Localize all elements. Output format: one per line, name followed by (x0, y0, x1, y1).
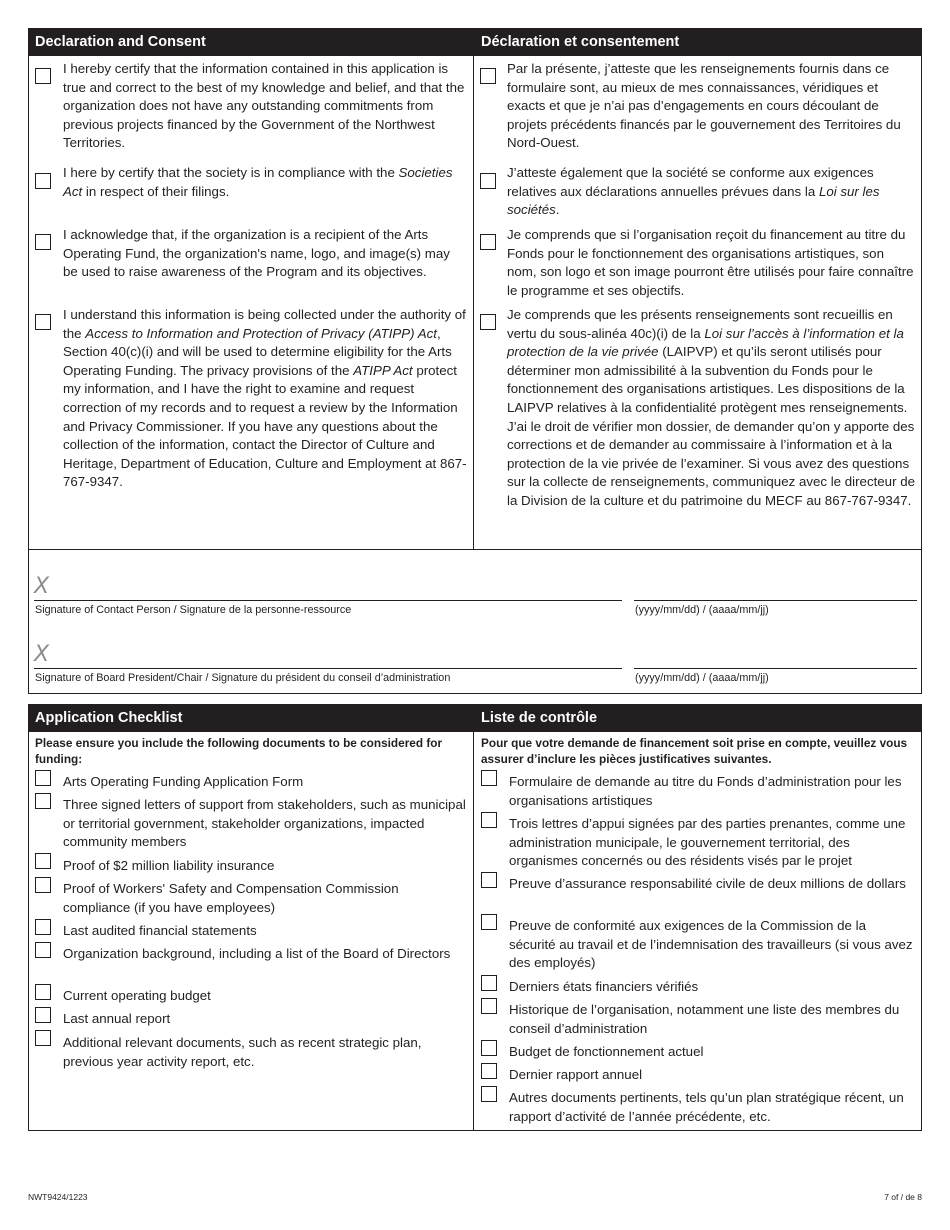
checklist-item-en-7: Current operating budget (63, 988, 211, 1003)
checklist-item-en-4: Proof of Workers' Safety and Compensation Commission compliance (if you have employees) (63, 881, 399, 915)
checklist-checkbox-fr-2[interactable] (481, 812, 497, 828)
declaration-item-en-4: I understand this information is being collected under the authority of the Access to Information and Protection of Privacy (ATIPP) Act, Section 40(c)(i) and will be used to determine eligibility for the Arts Operating Funding. The privacy provisions of the ATIPP Act protect my information, and I have the right to examine and request correction of my records and to request a review by the Information and Privacy Commissioner. If you have any questions about the collection of the information, contact the Director of Culture and Heritage, Department of Education, Culture and Employment at 867-767-9347. (63, 307, 467, 490)
contact-signature-line[interactable] (34, 600, 622, 601)
checklist-checkbox-en-6[interactable] (35, 942, 51, 958)
declaration-item-en-1: I hereby certify that the information contained in this application is true and correct to the best of my knowledge and belief, and that the organization does not have any outstanding commitments from previous projects financed by the Government of the Northwest Territories. (63, 61, 465, 151)
checklist-checkbox-fr-5[interactable] (481, 975, 497, 991)
checklist-title-fr: Liste de contrôle (474, 704, 922, 732)
declaration-checkbox-en-2[interactable] (35, 173, 51, 189)
president-signature-x-mark: X (34, 642, 50, 667)
checklist-item-fr-9: Autres documents pertinents, tels qu’un plan stratégique récent, un rapport d’activité de l’année précédente, etc. (509, 1090, 904, 1124)
checklist-checkbox-en-4[interactable] (35, 877, 51, 893)
contact-date-label: (yyyy/mm/dd) / (aaaa/mm/jj) (635, 604, 769, 616)
checklist-divider (473, 732, 474, 1131)
checklist-checkbox-fr-4[interactable] (481, 914, 497, 930)
checklist-checkbox-fr-3[interactable] (481, 872, 497, 888)
declaration-checkbox-fr-2[interactable] (480, 173, 496, 189)
checklist-item-fr-5: Derniers états financiers vérifiés (509, 979, 699, 994)
declaration-checkbox-fr-4[interactable] (480, 314, 496, 330)
checklist-item-en-3: Proof of $2 million liability insurance (63, 858, 275, 873)
declaration-item-fr-1: Par la présente, j’atteste que les renseignements fournis dans ce formulaire sont, au mieux de mes connaissances, véridiques et exacts et que je n’ai pas d’engagements en cours découlant de projets précédents financés par le gouvernement des Territoires du Nord-Ouest. (507, 61, 901, 151)
checklist-item-fr-3: Preuve d’assurance responsabilité civile de deux millions de dollars (509, 876, 906, 891)
checklist-checkbox-fr-6[interactable] (481, 998, 497, 1014)
declaration-checkbox-fr-1[interactable] (480, 68, 496, 84)
checklist-checkbox-en-3[interactable] (35, 853, 51, 869)
checklist-item-fr-6: Historique de l’organisation, notamment une liste des membres du conseil d’administration (509, 1002, 900, 1036)
president-date-label: (yyyy/mm/dd) / (aaaa/mm/jj) (635, 672, 769, 684)
checklist-intro-fr: Pour que votre demande de financement soit prise en compte, veuillez vous assurer d’inclure les pièces justificatives suivantes. (481, 736, 908, 766)
checklist-intro-en: Please ensure you include the following documents to be considered for funding: (35, 736, 443, 766)
checklist-item-en-9: Additional relevant documents, such as recent strategic plan, previous year activity report, etc. (63, 1035, 422, 1069)
contact-signature-label: Signature of Contact Person / Signature de la personne-ressource (35, 604, 352, 616)
checklist-checkbox-en-1[interactable] (35, 770, 51, 786)
page-number: 7 of / de 8 (884, 1192, 922, 1202)
declaration-item-en-2: I here by certify that the society is in compliance with the Societies Act in respect of their filings. (63, 165, 453, 199)
signature-area-top-rule (28, 549, 922, 550)
checklist-item-en-6: Organization background, including a list of the Board of Directors (63, 946, 451, 961)
checklist-title-en: Application Checklist (28, 704, 474, 732)
checklist-checkbox-en-2[interactable] (35, 793, 51, 809)
president-date-line[interactable] (634, 668, 917, 669)
declaration-item-fr-2: J’atteste également que la société se conforme aux exigences relatives aux déclarations annuelles prévues dans la Loi sur les sociétés. (507, 165, 880, 218)
declaration-item-fr-4: Je comprends que les présents renseignements sont recueillis en vertu du sous-alinéa 40c)(i) de la Loi sur l’accès à l’information et la protection de la vie privée (LAIPVP) et qu’ils seront utilisés pour déterminer mon admissibilité à la subvention du Fonds pour le fonctionnement des organisations artistiques. Les dispositions de la LAIPVP relatives à la confidentialité protègent mes renseignements. J’ai le droit de vérifier mon dossier, de demander qu’on y apporte des corrections et de demander au commissaire à l’information et à la protection de la vie privée de l’examiner. Si vous avez des questions sur la collecte de renseignements, communiquez avec le directeur de la Division de la culture et du patrimoine du MECF au 867-767-9347. (507, 307, 915, 508)
declaration-title-fr: Déclaration et consentement (474, 28, 922, 56)
checklist-item-en-1: Arts Operating Funding Application Form (63, 774, 304, 789)
declaration-checkbox-fr-3[interactable] (480, 234, 496, 250)
declaration-item-en-3: I acknowledge that, if the organization is a recipient of the Arts Operating Fund, the organization's name, logo, and image(s) may be used to raise awareness of the Program and its objectives. (63, 227, 450, 280)
checklist-item-fr-8: Dernier rapport annuel (509, 1067, 643, 1082)
checklist-checkbox-fr-8[interactable] (481, 1063, 497, 1079)
checklist-item-fr-7: Budget de fonctionnement actuel (509, 1044, 704, 1059)
checklist-item-en-8: Last annual report (63, 1011, 171, 1026)
checklist-item-fr-4: Preuve de conformité aux exigences de la Commission de la sécurité au travail et de l’indemnisation des travailleurs (si vous avez des employés) (509, 918, 913, 971)
checklist-item-fr-1: Formulaire de demande au titre du Fonds d’administration pour les organisations artistiques (509, 774, 902, 808)
form-id: NWT9424/1223 (28, 1192, 88, 1202)
declaration-title-en: Declaration and Consent (28, 28, 474, 56)
checklist-checkbox-fr-1[interactable] (481, 770, 497, 786)
contact-signature-x-mark: X (34, 574, 50, 599)
checklist-item-en-5: Last audited financial statements (63, 923, 257, 938)
declaration-item-fr-3: Je comprends que si l’organisation reçoit du financement au titre du Fonds pour le fonctionnement des organisations artistiques, son nom, son logo et son image pourront être utilisés pour faire connaître le programme et ses objectifs. (507, 227, 914, 298)
president-signature-label: Signature of Board President/Chair / Signature du président du conseil d’administration (35, 672, 451, 684)
checklist-item-fr-2: Trois lettres d’appui signées par des parties prenantes, comme une administration municipale, le gouvernement territorial, des organismes concernés ou des résidents visés par le projet (509, 816, 906, 869)
checklist-checkbox-fr-9[interactable] (481, 1086, 497, 1102)
checklist-checkbox-fr-7[interactable] (481, 1040, 497, 1056)
checklist-checkbox-en-5[interactable] (35, 919, 51, 935)
declaration-checkbox-en-3[interactable] (35, 234, 51, 250)
checklist-checkbox-en-9[interactable] (35, 1030, 51, 1046)
checklist-checkbox-en-8[interactable] (35, 1007, 51, 1023)
checklist-checkbox-en-7[interactable] (35, 984, 51, 1000)
declaration-checkbox-en-1[interactable] (35, 68, 51, 84)
declaration-divider (473, 56, 474, 549)
contact-date-line[interactable] (634, 600, 917, 601)
checklist-item-en-2: Three signed letters of support from stakeholders, such as municipal or territorial government, stakeholder organizations, impacted community members (63, 797, 466, 850)
president-signature-line[interactable] (34, 668, 622, 669)
declaration-checkbox-en-4[interactable] (35, 314, 51, 330)
